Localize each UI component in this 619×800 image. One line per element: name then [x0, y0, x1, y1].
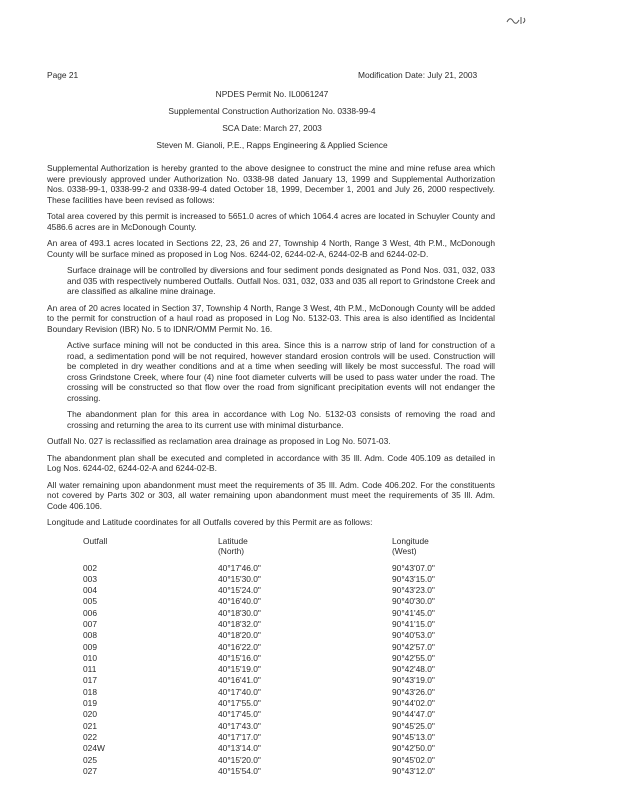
page-header — [47, 70, 495, 81]
outfall-cell: 010 — [83, 652, 97, 663]
table-row — [47, 653, 495, 664]
table-row — [47, 755, 495, 766]
latitude-cell: 40°17'46.0" — [218, 562, 261, 573]
latitude-cell: 40°15'20.0" — [218, 754, 261, 765]
outfall-cell: 004 — [83, 585, 97, 596]
longitude-cell: 90°42'57.0" — [392, 641, 435, 652]
longitude-cell: 90°40'53.0" — [392, 630, 435, 641]
outfall-cell: 006 — [83, 607, 97, 618]
longitude-cell: 90°40'30.0" — [392, 596, 435, 607]
header-longitude-sub: (West) — [392, 546, 417, 556]
latitude-cell: 40°16'40.0" — [218, 596, 261, 607]
longitude-cell: 90°44'47.0" — [392, 709, 435, 720]
latitude-cell: 40°17'17.0" — [218, 731, 261, 742]
latitude-cell: 40°18'30.0" — [218, 607, 261, 618]
header-outfall: Outfall — [83, 535, 108, 546]
latitude-cell: 40°17'43.0" — [218, 720, 261, 731]
latitude-cell: 40°15'16.0" — [218, 652, 261, 663]
table-row — [47, 563, 495, 574]
longitude-cell: 90°41'15.0" — [392, 618, 435, 629]
paragraph-haul-road: An area of 20 acres located in Section 37, Township 4 North, Range 3 West, 4th P.M., McDonough County will be added to the permit for construction of a haul road as proposed in Log No. 5132-03. This area is also identified as Incidental Boundary Revision (IBR) No. 5 to IDNR/OMM Permit No. 16. — [47, 302, 495, 334]
latitude-cell: 40°16'41.0" — [218, 675, 261, 686]
table-header — [47, 536, 495, 557]
outfall-cell: 024W — [83, 743, 105, 754]
latitude-cell: 40°16'22.0" — [218, 641, 261, 652]
latitude-cell: 40°17'40.0" — [218, 686, 261, 697]
outfall-cell: 003 — [83, 573, 97, 584]
table-row — [47, 743, 495, 754]
table-row — [47, 642, 495, 653]
table-row — [47, 709, 495, 720]
paragraph-authorization: Supplemental Authorization is hereby granted to the above designee to construct the mine and mine refuse area which were previously approved under Authorization No. 0338-98 dated January 13, 1999 and Supplemental Authorization Nos. 0338-99-1, 0338-99-2 and 0338-99-4 dated October 18, 1999, December 1, 2001 and July 26, 2000 respectively. These facilities have been revised as follows: — [47, 163, 495, 205]
paragraph-active-mining: Active surface mining will not be conducted in this area. Since this is a narrow strip of land for construction of a road, a sedimentation pond will be not required, however standard erosion controls will be used. Construction will be completed in dry weather conditions and at a time when seeding will likely be most successful. The road will cross Grindstone Creek, where four (4) nine foot diameter culverts will be used to pass water under the road. The crossing will be constructed so that flow over the road from significant precipitation events will not endanger the crossing. — [67, 340, 495, 403]
longitude-cell: 90°42'50.0" — [392, 743, 435, 754]
paragraph-coordinates-intro: Longitude and Latitude coordinates for all Outfalls covered by this Permit are as follows: — [47, 517, 373, 527]
longitude-cell: 90°44'02.0" — [392, 698, 435, 709]
paragraph-abandonment-road: The abandonment plan for this area in accordance with Log No. 5132-03 consists of removing the road and crossing and returning the area to its current use with minimal disturbance. — [67, 409, 495, 430]
outfall-cell: 009 — [83, 641, 97, 652]
paragraph-abandonment-plan: The abandonment plan shall be executed and completed in accordance with 35 Ill. Adm. Code 405.109 as detailed in Log Nos. 6244-02, 6244-02-A and 6244-02-B. — [47, 452, 495, 473]
latitude-cell: 40°15'54.0" — [218, 765, 261, 776]
longitude-cell: 90°43'12.0" — [392, 765, 435, 776]
latitude-cell: 40°17'45.0" — [218, 709, 261, 720]
latitude-cell: 40°18'20.0" — [218, 630, 261, 641]
header-latitude: Latitude — [218, 535, 248, 546]
coordinates-table — [47, 536, 495, 778]
longitude-cell: 90°42'48.0" — [392, 664, 435, 675]
table-row — [47, 732, 495, 743]
outfall-cell: 022 — [83, 731, 97, 742]
table-row — [47, 675, 495, 686]
outfall-cell: 025 — [83, 754, 97, 765]
longitude-cell: 90°43'23.0" — [392, 585, 435, 596]
longitude-cell: 90°42'55.0" — [392, 652, 435, 663]
table-row — [47, 766, 495, 777]
table-row — [47, 664, 495, 675]
modification-date: Modification Date: July 21, 2003 — [358, 70, 478, 80]
outfall-cell: 021 — [83, 720, 97, 731]
page-number: Page 21 — [47, 70, 79, 80]
latitude-cell: 40°18'32.0" — [218, 618, 261, 629]
paragraph-outfall-027: Outfall No. 027 is reclassified as reclamation area drainage as proposed in Log No. 5071-03. — [47, 436, 391, 446]
outfall-cell: 002 — [83, 562, 97, 573]
paragraph-total-area: Total area covered by this permit is increased to 5651.0 acres of which 1064.4 acres are located in Schuyler County and 4586.6 acres are in McDonough County. — [47, 211, 495, 232]
paragraph-water-requirements: All water remaining upon abandonment must meet the requirements of 35 Ill. Adm. Code 406.202. For the constituents not covered by Parts 302 or 303, all water remaining upon abandonment must meet the requirements of 35 Ill. Adm. Code 406.106. — [47, 479, 495, 511]
table-row — [47, 574, 495, 585]
outfall-cell: 005 — [83, 596, 97, 607]
sca-date: SCA Date: March 27, 2003 — [222, 123, 322, 133]
table-row — [47, 721, 495, 732]
longitude-cell: 90°45'02.0" — [392, 754, 435, 765]
table-row — [47, 687, 495, 698]
longitude-cell: 90°45'13.0" — [392, 731, 435, 742]
latitude-cell: 40°13'14.0" — [218, 743, 261, 754]
latitude-cell: 40°17'55.0" — [218, 698, 261, 709]
authorization-number: Supplemental Construction Authorization No. 0338-99-4 — [168, 106, 376, 116]
outfall-cell: 008 — [83, 630, 97, 641]
header-longitude: Longitude — [392, 535, 429, 546]
longitude-cell: 90°43'07.0" — [392, 562, 435, 573]
table-row — [47, 596, 495, 607]
latitude-cell: 40°15'24.0" — [218, 585, 261, 596]
outfall-cell: 019 — [83, 698, 97, 709]
table-row — [47, 698, 495, 709]
outfall-cell: 011 — [83, 664, 97, 675]
outfall-cell: 007 — [83, 618, 97, 629]
outfall-cell: 018 — [83, 686, 97, 697]
table-row — [47, 619, 495, 630]
outfall-cell: 017 — [83, 675, 97, 686]
paragraph-surface-mined-area: An area of 493.1 acres located in Sections 22, 23, 26 and 27, Township 4 North, Range 3 West, 4th P.M., McDonough County will be surface mined as proposed in Log Nos. 6244-02, 6244-02-A, 6244-02-B and 6244-02-D. — [47, 238, 495, 259]
outfall-cell: 020 — [83, 709, 97, 720]
outfall-cell: 027 — [83, 765, 97, 776]
handwritten-mark — [505, 14, 527, 26]
paragraph-surface-drainage: Surface drainage will be controlled by diversions and four sediment ponds designated as Pond Nos. 031, 032, 033 and 035 with respectively numbered Outfalls. Outfall Nos. 031, 032, 033 and 035 all report to Grindstone Creek and are classified as alkaline mine drainage. — [67, 265, 495, 296]
longitude-cell: 90°41'45.0" — [392, 607, 435, 618]
latitude-cell: 40°15'30.0" — [218, 573, 261, 584]
longitude-cell: 90°45'25.0" — [392, 720, 435, 731]
table-row — [47, 608, 495, 619]
permit-number: NPDES Permit No. IL0061247 — [215, 89, 329, 99]
engineer-name: Steven M. Gianoli, P.E., Rapps Engineering & Applied Science — [156, 140, 388, 150]
header-latitude-sub: (North) — [218, 546, 245, 556]
table-row — [47, 630, 495, 641]
longitude-cell: 90°43'15.0" — [392, 573, 435, 584]
longitude-cell: 90°43'26.0" — [392, 686, 435, 697]
longitude-cell: 90°43'19.0" — [392, 675, 435, 686]
latitude-cell: 40°15'19.0" — [218, 664, 261, 675]
table-row — [47, 585, 495, 596]
